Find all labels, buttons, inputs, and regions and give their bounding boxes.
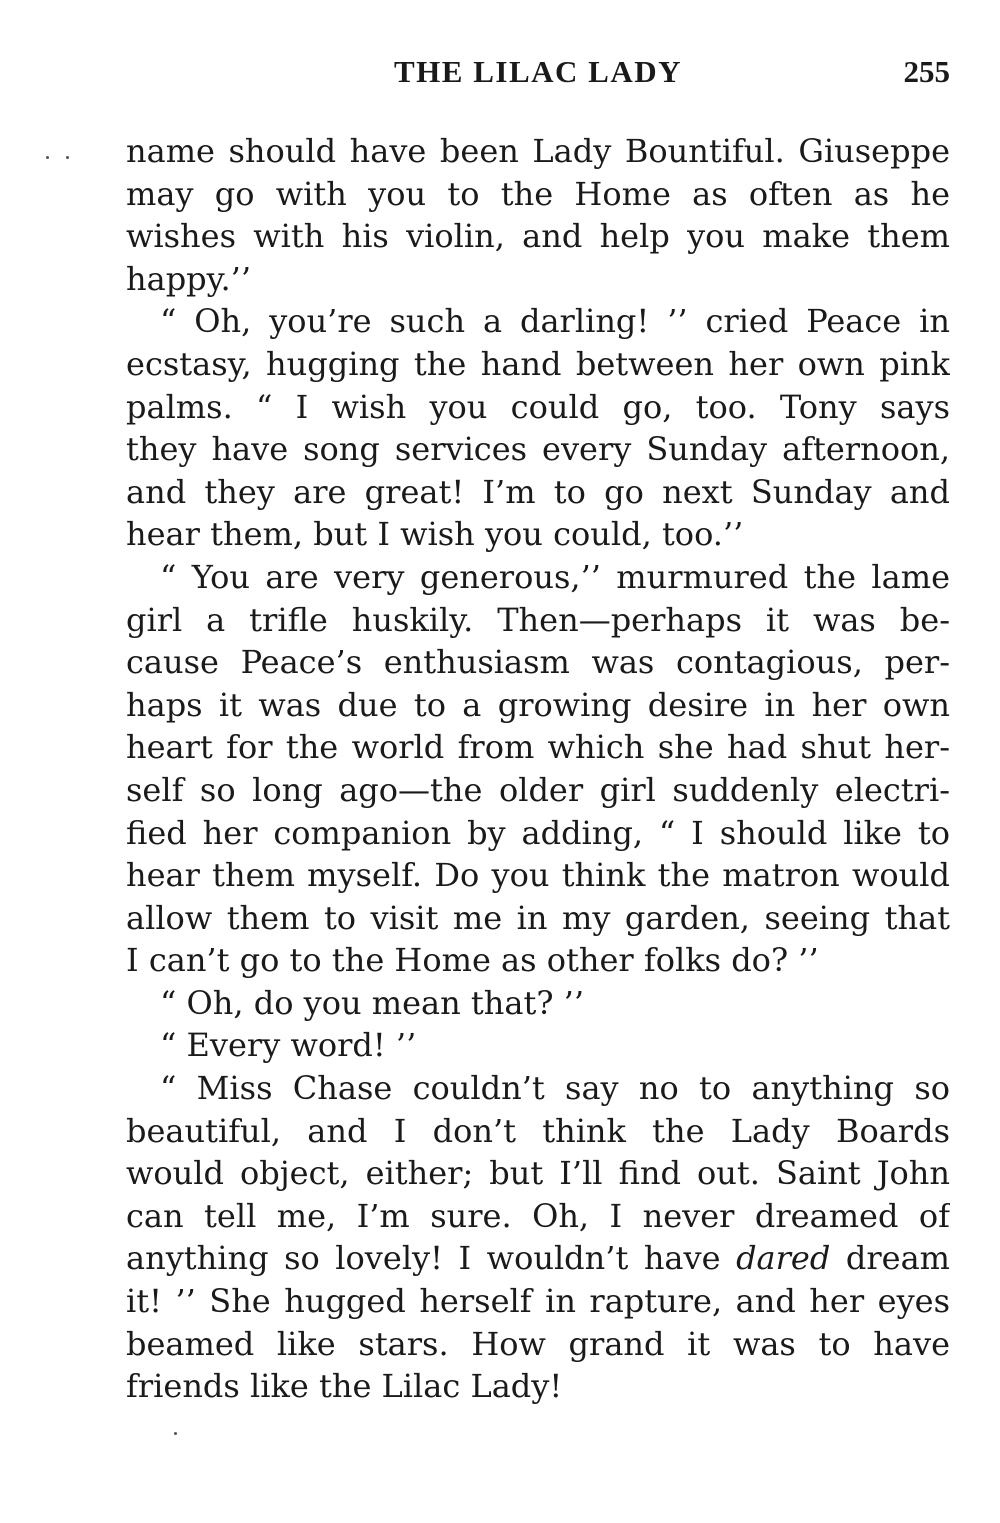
- emphasis-word: dared: [736, 1239, 831, 1278]
- text-segment: dream: [830, 1239, 950, 1278]
- text-line: would object, either; but I’ll find out. Saint John: [126, 1154, 950, 1193]
- text-line: hear them, but I wish you could, too.’’: [126, 515, 744, 554]
- body-text: [126, 130, 950, 1408]
- text-line: cause Peace’s enthusiasm was contagious, per-: [126, 643, 950, 682]
- scan-speck: [66, 156, 69, 159]
- text-line: beautiful, and I don’t think the Lady Boards: [126, 1111, 950, 1150]
- text-line: may go with you to the Home as often as he: [126, 174, 950, 213]
- text-line: I can’t go to the Home as other folks do? ’’: [126, 941, 819, 980]
- running-title: THE LILAC LADY: [394, 54, 682, 89]
- text-line: self so long ago—the older girl suddenly electri-: [126, 770, 950, 809]
- text-line: [126, 1237, 950, 1280]
- text-line: “ Oh, you’re such a darling! ’’ cried Peace in: [160, 302, 950, 341]
- page-header: [126, 50, 950, 94]
- text-line: friends like the Lilac Lady!: [126, 1367, 563, 1406]
- page-number: 255: [903, 54, 950, 89]
- text-line: “ Oh, do you mean that? ’’: [160, 983, 584, 1022]
- text-line: haps it was due to a growing desire in her own: [126, 685, 950, 724]
- text-line: they have song services every Sunday afternoon,: [126, 430, 950, 469]
- text-line: wishes with his violin, and help you make them: [126, 217, 950, 256]
- text-line: ecstasy, hugging the hand between her own pink: [126, 344, 950, 383]
- text-line: heart for the world from which she had shut her-: [126, 728, 950, 767]
- text-line: beamed like stars. How grand it was to have: [126, 1324, 950, 1363]
- scan-speck: [46, 156, 49, 159]
- text-line: palms. “ I wish you could go, too. Tony says: [126, 387, 950, 426]
- text-line: “ Every word! ’’: [160, 1026, 417, 1065]
- text-line: name should have been Lady Bountiful. Giuseppe: [126, 132, 950, 170]
- scan-speck: [174, 1432, 177, 1435]
- text-line: girl a trifle huskily. Then—perhaps it was be-: [126, 600, 950, 639]
- text-line: “ Miss Chase couldn’t say no to anything so: [160, 1069, 950, 1108]
- text-line: and they are great! I’m to go next Sunday and: [126, 472, 950, 511]
- text-line: happy.’’: [126, 259, 251, 298]
- text-line: fied her companion by adding, “ I should like to: [126, 813, 950, 852]
- text-segment: anything so lovely! I wouldn’t have: [126, 1239, 737, 1278]
- text-line: can tell me, I’m sure. Oh, I never dreamed of: [126, 1196, 950, 1235]
- text-line: it! ’’ She hugged herself in rapture, and her eyes: [126, 1282, 950, 1321]
- text-line: allow them to visit me in my garden, seeing that: [126, 898, 950, 937]
- text-line: hear them myself. Do you think the matron would: [126, 856, 950, 895]
- text-line: “ You are very generous,’’ murmured the lame: [160, 557, 950, 596]
